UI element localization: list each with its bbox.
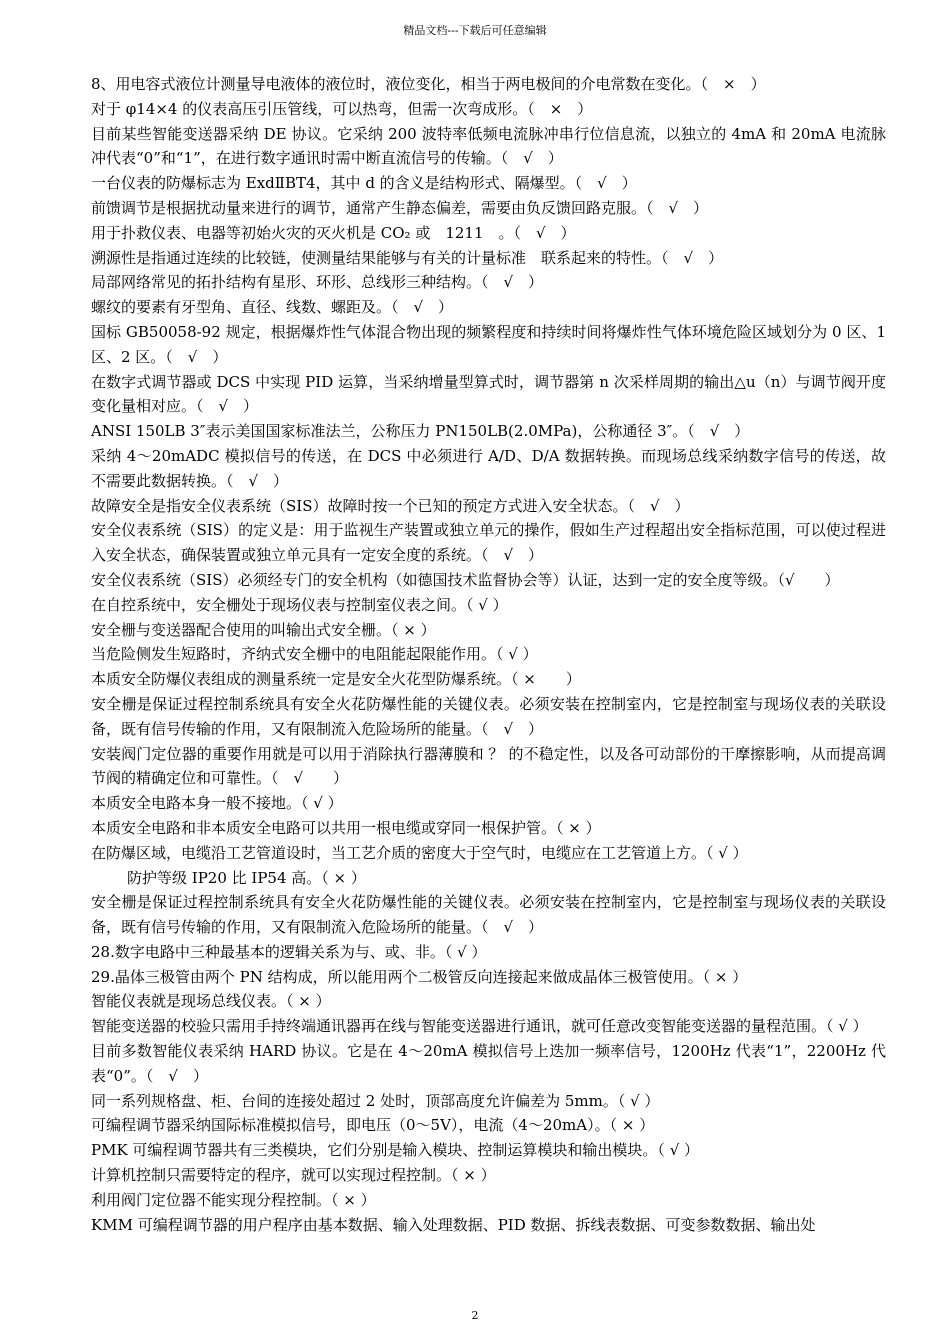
list-item: 安全栅与变送器配合使用的叫输出式安全栅。（ × ） <box>91 620 436 639</box>
list-item: 安装阀门定位器的重要作用就是可以用于消除执行器薄膜和 ？ 的不稳定性，以及各可动部份的干摩擦影响，从而提高调节阀的精确定位和可靠性。（ √ ） <box>91 744 886 788</box>
list-item: 防护等级 IP20 比 IP54 高。（ × ） <box>127 868 366 887</box>
list-item: KMM 可编程调节器的用户程序由基本数据、输入处理数据、PID 数据、拆线表数据、可变参数数据、输出处 <box>91 1215 816 1234</box>
list-item: 智能变送器的校验只需用手持终端通讯器再在线与智能变送器进行通讯，就可任意改变智能变送器的量程范围。（ √ ） <box>91 1017 868 1036</box>
list-item: 用于扑救仪表、电器等初始火灾的灭火机是 CO₂ 或 1211 。（ √ ） <box>91 223 576 242</box>
list-item: 安全仪表系统（SIS）的定义是：用于监视生产装置或独立单元的操作，假如生产过程超出安全指标范围，可以使过程进入安全状态，确保装置或独立单元具有一定安全度的系统。（ √ ） <box>91 521 886 565</box>
list-item: 利用阀门定位器不能实现分程控制。（ × ） <box>91 1190 376 1209</box>
list-item: 28.数字电路中三种最基本的逻辑关系为与、或、非。（ √ ） <box>91 942 487 961</box>
list-item: 目前多数智能仪表采纳 HARD 协议。它是在 4～20mA 模拟信号上迭加一频率信号，1200Hz 代表“1”，2200Hz 代表“0”。（ √ ） <box>91 1042 886 1085</box>
list-item: PMK 可编程调节器共有三类模块，它们分别是输入模块、控制运算模块和输出模块。（ √ ） <box>91 1141 700 1160</box>
list-item: 局部网络常见的拓扑结构有星形、环形、总线形三种结构。（ √ ） <box>91 273 544 292</box>
list-item: 国标 GB50058-92 规定，根据爆炸性气体混合物出现的频繁程度和持续时间将爆炸性气体环境危险区域划分为 0 区、1 区、2 区。（ √ ） <box>91 322 886 366</box>
list-item: 同一系列规格盘、柜、台间的连接处超过 2 处时，顶部高度允许偏差为 5mm。（ √ ） <box>91 1091 660 1110</box>
list-item: 本质安全电路和非本质安全电路可以共用一根电缆或穿同一根保护管。（ × ） <box>91 818 601 837</box>
list-item: 在数字式调节器或 DCS 中实现 PID 运算，当采纳增量型算式时，调节器第 n 次采样周期的输出△u（n）与调节阀开度变化量相对应。（ √ ） <box>91 372 886 416</box>
list-item: 本质安全防爆仪表组成的测量系统一定是安全火花型防爆系统。（ × ） <box>91 670 581 689</box>
list-item: 故障安全是指安全仪表系统（SIS）故障时按一个已知的预定方式进入安全状态。（ √ ） <box>91 496 690 515</box>
page-number: 2 <box>471 1309 479 1322</box>
list-item: 计算机控制只需要特定的程序，就可以实现过程控制。（ × ） <box>91 1166 496 1185</box>
list-item: 目前某些智能变送器采纳 DE 协议。它采纳 200 波特率低频电流脉冲串行位信息流，以独立的 4mA 和 20mA 电流脉冲代表“0”和“1”，在进行数字通讯时需中断直流信号的传输。（ √ ） <box>91 124 886 168</box>
list-item: 溯源性是指通过连续的比较链，使测量结果能够与有关的计量标准 联系起来的特性。（ √ ） <box>91 248 724 267</box>
document-body <box>91 72 886 1237</box>
list-item: 螺纹的要素有牙型角、直径、线数、螺距及。（ √ ） <box>91 298 454 317</box>
list-item: 安全栅是保证过程控制系统具有安全火花防爆性能的关键仪表。必须安装在控制室内，它是控制室与现场仪表的关联设备，既有信号传输的作用，又有限制流入危险场所的能量。（ √ ） <box>91 893 886 937</box>
list-item: 本质安全电路本身一般不接地。（ √ ） <box>91 794 343 813</box>
list-item: 对于 φ14×4 的仪表高压引压管线，可以热弯，但需一次弯成形。（ × ） <box>91 99 593 118</box>
list-item: 8、用电容式液位计测量导电液体的液位时，液位变化，相当于两电极间的介电常数在变化。（ × ） <box>91 75 766 93</box>
list-item: 可编程调节器采纳国际标准模拟信号，即电压（0～5V），电流（4～20mA）。（ × ） <box>91 1116 655 1135</box>
list-item: 一台仪表的防爆标志为 ExdⅡBT4，其中 d 的含义是结构形式、隔爆型。（ √ ） <box>91 174 637 193</box>
list-item: 前馈调节是根据扰动量来进行的调节，通常产生静态偏差，需要由负反馈回路克服。（ √ ） <box>91 198 709 217</box>
list-item: 采纳 4～20mADC 模拟信号的传送，在 DCS 中必须进行 A/D、D/A 数据转换。而现场总线采纳数字信号的传送，故不需要此数据转换。（ √ ） <box>91 446 886 490</box>
list-item: 在自控系统中，安全栅处于现场仪表与控制室仪表之间。（ √ ） <box>91 595 508 614</box>
list-item: 29.晶体三极管由两个 PN 结构成，所以能用两个二极管反向连接起来做成晶体三极管使用。（ × ） <box>91 967 748 986</box>
list-item: ANSI 150LB 3″表示美国国家标准法兰，公称压力 PN150LB(2.0MPa)，公称通径 3″。（ √ ） <box>91 422 750 441</box>
list-item: 当危险侧发生短路时，齐纳式安全栅中的电阻能起限能作用。（ √ ） <box>91 645 538 664</box>
list-item: 在防爆区域，电缆沿工艺管道设时，当工艺介质的密度大于空气时，电缆应在工艺管道上方。（ √ ） <box>91 843 748 862</box>
page-header: 精品文档---下载后可任意编辑 <box>403 24 547 37</box>
list-item: 安全栅是保证过程控制系统具有安全火花防爆性能的关键仪表。必须安装在控制室内，它是控制室与现场仪表的关联设备，既有信号传输的作用，又有限制流入危险场所的能量。（ √ ） <box>91 694 886 738</box>
list-item: 安全仪表系统（SIS）必须经专门的安全机构（如德国技术监督协会等）认证，达到一定的安全度等级。（√ ） <box>91 570 840 589</box>
list-item: 智能仪表就是现场总线仪表。（ × ） <box>91 992 331 1011</box>
